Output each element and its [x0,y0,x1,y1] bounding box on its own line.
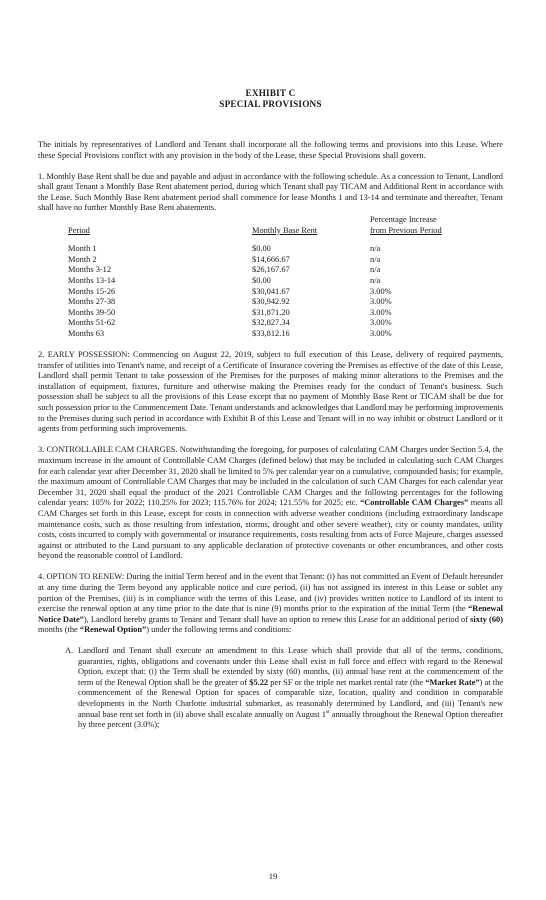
section-4-text-a: 4. OPTION TO RENEW: During the initial Term hereof and in the event that Tenant: (i) has not committed an Event of Default hereunder at any time during the Term beyond any applicable notice and cure period, (ii) has not assigned its interest in this Lease or sublet any portion of the Premises, (iii) is in compliance with the terms of this Lease, and (iv) provides written notice to Landlord of its intent to exercise the renewal option at any time prior to the date that is nine (9) months prior to the expiration of the initial Term (the [38,572,503,614]
table-header-row [38,226,490,237]
percent-cell: 3.00% [370,297,392,307]
intro-paragraph: The initials by representatives of Landlord and Tenant shall incorporate all the following terms and provisions into this Lease. Where these Special Provisions conflict with any provision in the body of the Lease, these Special Provisions shall govern. [38,140,503,160]
table-row [38,308,490,319]
rent-cell: $30,942.92 [252,297,290,307]
rent-cell: $0.00 [252,276,271,286]
period-cell: Months 13-14 [68,276,116,286]
section-1-paragraph: 1. Monthly Base Rent shall be due and payable and adjust in accordance with the following schedule. As a concession to Tenant, Landlord shall grant Tenant a Monthly Base Rent abatement period, during which Tenant shall pay TICAM and Additional Rent in accordance with the Lease. Such Monthly Base Rent abatement period shall commence for lease Months 1 and 13-14 and terminate and thereafter, Tenant shall have no further Monthly Base Rent abatements. [38,171,503,213]
subsection-a-text [78,646,503,731]
table-row [38,287,490,298]
table-header-row-top [38,215,490,226]
percent-cell: n/a [370,265,381,275]
subsection-a-text-d: annually throughout the Renewal Option thereafter by three percent (3.0%); [78,709,503,730]
section-3-text-a: 3. CONTROLLABLE CAM CHARGES. Notwithstanding the foregoing, for purposes of calculating CAM Charges under Section 5.4, the maximum increase in the amount of Controllable CAM Charges (defined below) that may be included in calculating such CAM Charges for each calendar year after December 31, 2020 shall be limited to 5% per calendar year on a cumulative, compounded basis; for example, the maximum amount of Controllable CAM Charges that may be included in the calculation of such CAM Charges for each calendar year December 31, 2020 shall equal the product of the 2021 Controllable CAM Charges and the following percentages for the following calendar years: 105% for 2022; 110.25% for 2023; 115.76% for 2024; 121.55% for 2025; etc. [38,445,503,508]
ordinal-suffix: st [325,708,330,715]
table-row [38,255,490,266]
document-title: SPECIAL PROVISIONS [219,99,322,109]
section-4-text-d: ) under the following terms and conditions: [146,625,292,635]
period-cell: Months 39-50 [68,307,116,317]
header-period: Period [68,225,90,235]
table-row [38,244,490,255]
section-3-text-b: means all CAM Charges set forth in this Lease, except for costs in connection with adverse weather conditions (including extraordinary landscape maintenance costs, such as those resulting from infestation, storms, drought and other severe weather), city or county mandates, utility costs, costs incurred to comply with governmental or insurance requirements, costs resulting from acts of Force Majeure, charges assessed against or attributed to the Land pursuant to any applicable declaration of protective covenants or other encumbrances, and other costs beyond the reasonable control of Landlord. [38,498,503,561]
period-cell: Month 2 [68,254,97,264]
market-rate-term: “Market Rate” [425,677,480,687]
percent-cell: 3.00% [370,329,392,338]
period-cell: Month 1 [68,244,97,254]
sixty-months-term: sixty (60) [470,614,504,624]
header-from-previous-period: from Previous Period [370,225,442,235]
section-4-subsection-a [65,646,503,731]
rent-cell: $26,167.67 [252,265,290,275]
rent-cell: $31,871.20 [252,307,290,317]
controllable-cam-term: “Controllable CAM Charges” [360,498,469,508]
base-rent-rate: $5.22 [249,677,269,687]
table-row [38,329,490,340]
table-row [38,297,490,308]
subsection-a-text-c: ) at the commencement of the Renewal Option for spaces of comparable size, location, quality and condition in comparable developments in the North Charlotte industrial submarket, as reasonably determined by Landlord, and (iii) Tenant's new annual base rent set forth in (ii) above shall escalate annually on August 1 [78,677,504,719]
percent-cell: 3.00% [370,318,392,328]
header-percentage-increase: Percentage Increase [370,215,437,225]
period-cell: Months 51-62 [68,318,116,328]
period-cell: Months 63 [68,329,105,338]
page-number: 19 [268,871,278,881]
period-cell: Months 15-26 [68,286,116,296]
percent-cell: n/a [370,254,381,264]
table-row [38,265,490,276]
period-cell: Months 3-12 [68,265,112,275]
percent-cell: 3.00% [370,286,392,296]
percent-cell: n/a [370,244,381,254]
section-3-paragraph [38,445,503,562]
section-4-text-c: months (the [38,625,80,635]
percent-cell: 3.00% [370,307,392,317]
rent-cell: $32,827.34 [252,318,290,328]
rent-cell: $30,041.67 [252,286,290,296]
table-row [38,318,490,329]
rent-schedule-table [38,215,490,340]
table-row [38,276,490,287]
renewal-option-term: “Renewal Option” [79,625,147,635]
percent-cell: n/a [370,276,381,286]
header-monthly-base-rent: Monthly Base Rent [252,225,318,235]
period-cell: Months 27-38 [68,297,116,307]
renewal-notice-date-term: “Renewal Notice Date” [38,604,503,624]
section-2-paragraph: 2. EARLY POSSESSION: Commencing on August 22, 2019, subject to full execution of this Lease, delivery of required payments, transfer of utilities into Tenant's name, and receipt of a Certificate of Insurance covering the Premises as effective of the date of this Lease, Landlord shall permit Tenant to take possession of the Premises for the purposes of making minor alterations to the Premises and the installation of equipment, fixtures, furniture and otherwise making the Premises ready for the conduct of Tenant's business. Such possession shall be subject to all the provisions of this Lease except that no payment of Monthly Base Rent or TICAM shall be due for such possession prior to the Commencement Date. Tenant understands and acknowledges that Landlord may be performing improvements to the Premises during such period in accordance with Exhibit B of this Lease and Tenant will in no way inhibit or obstruct Landlord or it agents from performing such improvements. [38,350,503,434]
section-4-text-b: ), Landlord hereby grants to Tenant and Tenant shall have an option to renew this Lease for an additional period of [83,614,471,624]
subsection-label: A. [65,645,74,655]
subsection-a-text-a: Landlord and Tenant shall execute an amendment to this Lease which shall provide that all of the terms, conditions, guaranties, rights, obligations and covenants under this Lease shall exist in full force and effect with regard to the Renewal Option, except that: (i) the Term shall be extended by sixty (60) months, (ii) annual base rent at the commencement of the term of the Renewal Option shall be the greater of [78,645,503,687]
table-spacer [38,236,490,244]
rent-cell: $33,812.16 [252,329,290,338]
section-4-paragraph [38,572,503,636]
rent-cell: $0.00 [252,244,271,254]
rent-cell: $14,666.67 [252,254,290,264]
exhibit-heading: EXHIBIT C [245,88,296,98]
subsection-a-text-b: per SF or the triple net market rental rate (the [268,677,426,687]
